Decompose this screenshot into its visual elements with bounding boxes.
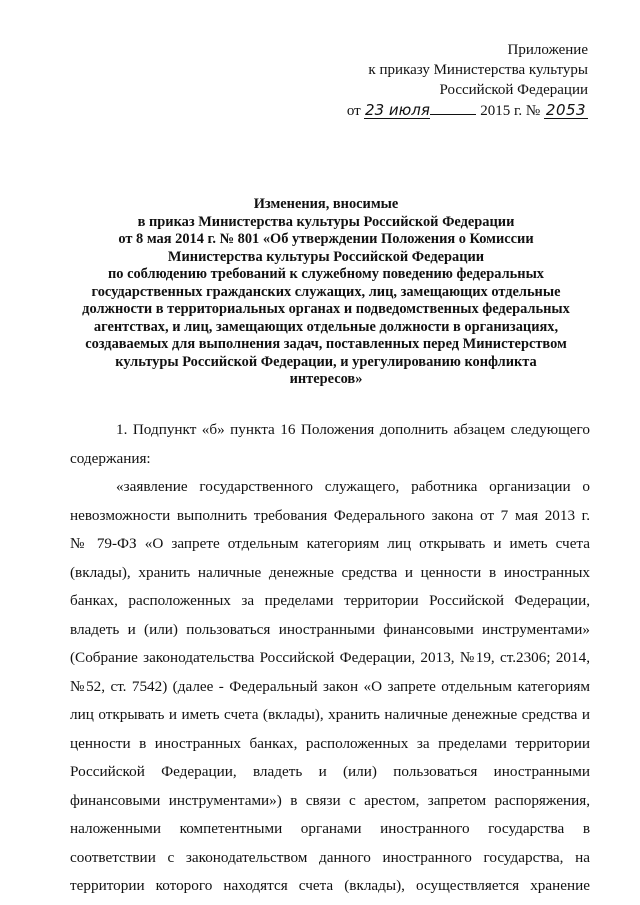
appendix-order-ref: к приказу Министерства культуры [368,62,588,78]
body-line: содержания: [70,449,151,467]
body-line: Российской Федерации, владеть и (или) пользоваться иностранными [70,763,590,780]
title-line: культуры Российской Федерации, и урегулированию конфликта [115,353,537,370]
body-line: невозможности выполнить требования Федерального закона от 7 мая 2013 г. [70,506,590,524]
body-line: территории которого находятся счета (вклады), осуществляется хранение [70,877,590,894]
date-year: 2015 г. № [480,103,541,119]
date-prefix: от [346,103,361,119]
title-line: создаваемых для выполнения задач, поставленных перед Министерством [85,336,567,352]
body-line: «заявление государственного служащего, работника организации о [116,478,590,495]
title-line: в приказ Министерства культуры Российской Федерации [137,213,515,230]
title-line: государственных гражданских служащих, лиц, замещающих отдельные [91,283,561,300]
body-line: ценности в иностранных банках, расположенных за пределами территории [70,734,590,752]
body-line: соответствии с законодательством данного иностранного государства, на [70,848,590,866]
body-line: 1. Подпункт «б» пункта 16 Положения дополнить абзацем следующего [116,421,590,438]
title-line: агентствах, и лиц, замещающих отдельные должности в организациях, [93,318,559,335]
appendix-title: Приложение [507,42,588,58]
handwritten-date: 23 июля [365,101,430,119]
title-line: должности в территориальных органах и подведомственных федеральных [82,301,570,317]
body-line: №52, ст. 7542) (далее - Федеральный закон «О запрете отдельным категориям [70,677,590,695]
title-line: от 8 мая 2014 г. № 801 «Об утверждении Положения о Комиссии [118,231,534,247]
body-line: владеть и (или) пользоваться иностранными финансовыми инструментами» [70,620,590,638]
body-line: финансовыми инструментами») в связи с арестом, запретом распоряжения, [70,791,590,809]
document-title [60,196,592,389]
body-line: банках, расположенных за пределами территории Российской Федерации, [70,592,590,609]
appendix-federation: Российской Федерации [439,82,588,98]
body-line: лиц открывать и иметь счета (вклады), хранить наличные денежные средства и [70,706,590,723]
body-line: (вклады), хранить наличные денежные средства и ценности в иностранных [70,563,590,581]
date-underline [430,100,476,115]
document-body [70,416,590,901]
body-line: № 79-ФЗ «О запрете отдельным категориям лиц открывать и иметь счета [70,535,590,552]
title-line: интересов» [289,371,363,387]
appendix-date-line [288,100,588,121]
title-line: Изменения, вносимые [253,196,399,212]
appendix-header [288,40,588,121]
title-line: по соблюдению требований к служебному поведению федеральных [108,266,544,282]
title-line: Министерства культуры Российской Федерации [167,248,485,265]
body-line: (Собрание законодательства Российской Федерации, 2013, №19, ст.2306; 2014, [70,649,590,666]
handwritten-order-number: 2053 [545,101,587,119]
body-line: наложенными компетентными органами иностранного государства в [70,820,590,837]
